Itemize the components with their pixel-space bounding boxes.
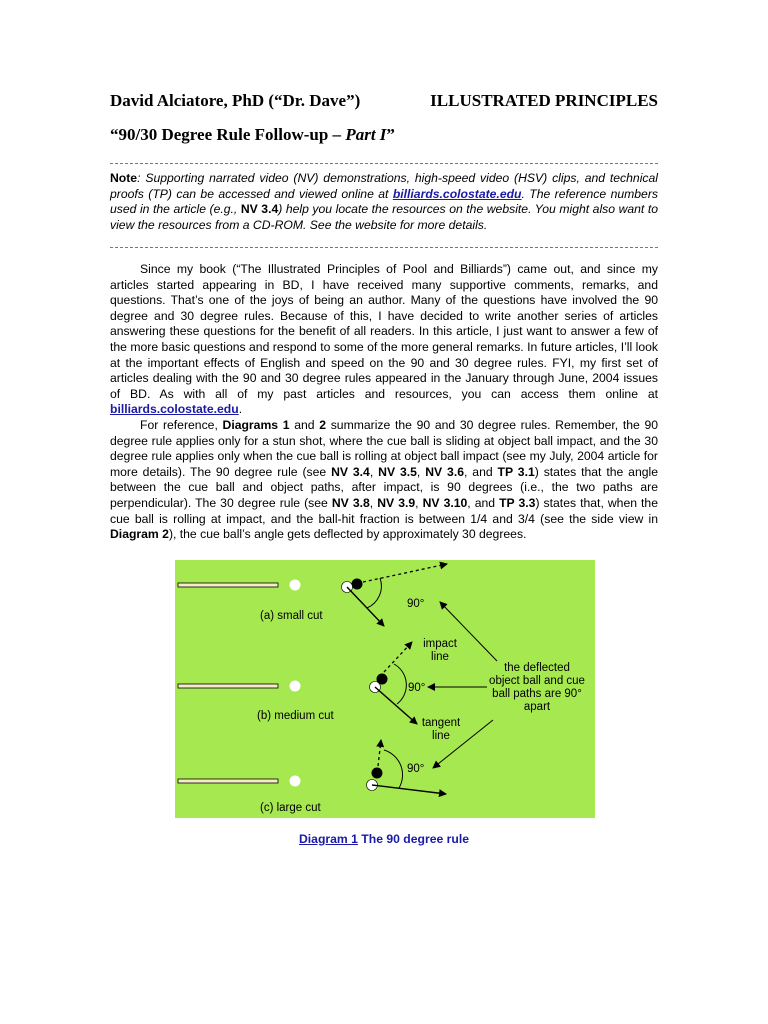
cue-stick-c <box>178 779 278 783</box>
impact-line-path <box>384 642 412 672</box>
note-ref: NV 3.4 <box>240 202 279 217</box>
angle-arc-c <box>384 750 403 788</box>
cue-stick-a <box>178 583 278 587</box>
angle-label-a: 90° <box>407 598 425 610</box>
cue-ball-c <box>290 776 301 787</box>
label-medium-cut: (b) medium cut <box>257 710 334 722</box>
diagram-90-degree-rule <box>175 560 595 818</box>
label-small-cut: (a) small cut <box>260 610 323 622</box>
impact-line-label: impact line <box>423 638 457 663</box>
cue-ball-path-c <box>372 785 446 794</box>
website-link[interactable]: billiards.colostate.edu <box>392 186 522 201</box>
angle-arc-a <box>367 578 381 608</box>
cue-ball-b <box>290 681 301 692</box>
object-ball-c <box>372 768 383 779</box>
article-title: “90/30 Degree Rule Follow-up – Part I” <box>110 125 395 144</box>
article-header <box>110 91 658 111</box>
object-ball-a <box>352 579 363 590</box>
cue-ball-a <box>290 580 301 591</box>
callout-text: the deflected object ball and cue ball paths are 90° apart <box>489 662 585 713</box>
caption-label: Diagram 1 <box>298 832 358 846</box>
object-ball-path-c <box>378 740 381 766</box>
paragraph-reference: For reference, Diagrams 1 and 2 summarize the 90 and 30 degree rules. Remember, the 90 degree rule applies only for a stun shot, where the cue ball is sliding at object ball impact, and the 30 degree rule applies only when the cue ball is rolling at object ball impact (see my July, 2004 article for more details). The 90 degree rule (see NV 3.4, NV 3.5, NV 3.6, and TP 3.1) states that the angle between the cue ball and object paths, after impact, is 90 degrees (i.e., the two paths are perpendicular). The 30 degree rule (see NV 3.8, NV 3.9, NV 3.10, and TP 3.3) states that, when the cue ball is rolling at impact, and the ball-hit fraction is between 1/4 and 3/4 (see the side view in Diagram 2), the cue ball’s angle gets deflected by approximately 30 degrees. <box>110 418 659 542</box>
cue-ball-path-a <box>347 587 384 626</box>
resource-note: Note: Supporting narrated video (NV) demonstrations, high-speed video (HSV) clips, and technical proofs (TP) can be accessed and viewed online at billiards.colostate.edu. The reference numbers used in the article (e.g., NV 3.4) help you locate the resources on the website. You might also want to view the resources from a CD-ROM. See the website for more details. <box>110 171 659 232</box>
website-link-2[interactable]: billiards.colostate.edu <box>110 402 239 417</box>
angle-arc-b <box>394 664 406 704</box>
label-large-cut: (c) large cut <box>260 802 321 814</box>
angle-label-b: 90° <box>408 682 426 694</box>
object-ball-path-a <box>363 564 447 582</box>
author-name: David Alciatore, PhD (“Dr. Dave”) <box>110 91 361 110</box>
diagram-caption <box>0 832 768 846</box>
title-part: Part I <box>345 125 387 144</box>
divider-top <box>110 163 658 164</box>
angle-label-c: 90° <box>407 763 425 775</box>
divider-bottom <box>110 247 658 248</box>
series-title: ILLUSTRATED PRINCIPLES <box>430 91 658 110</box>
cue-stick-b <box>178 684 278 688</box>
paragraph-intro: Since my book (“The Illustrated Principles of Pool and Billiards”) came out, and since my articles started appearing in BD, I have received many supportive comments, remarks, and questions. That’s one of the joys of being an author. Many of the questions have involved the 90 degree and 30 degree rules. Because of this, I have decided to write another series of articles answering these questions for the benefit of all readers. In this article, I just want to answer a few of the more basic questions and respond to some of the more general remarks. In future articles, I’ll look at the important effects of English and speed on the 90 and 30 degree rules. FYI, my first set of articles dealing with the 90 and 30 degree rules appeared in the January through June, 2004 issues of BD. As with all of my past articles and resources, you can access them online at billiards.colostate.edu. <box>110 262 658 417</box>
caption-text: The 90 degree rule <box>357 832 470 846</box>
note-label: Note <box>110 171 138 185</box>
tangent-line-label: tangent line <box>421 717 461 742</box>
